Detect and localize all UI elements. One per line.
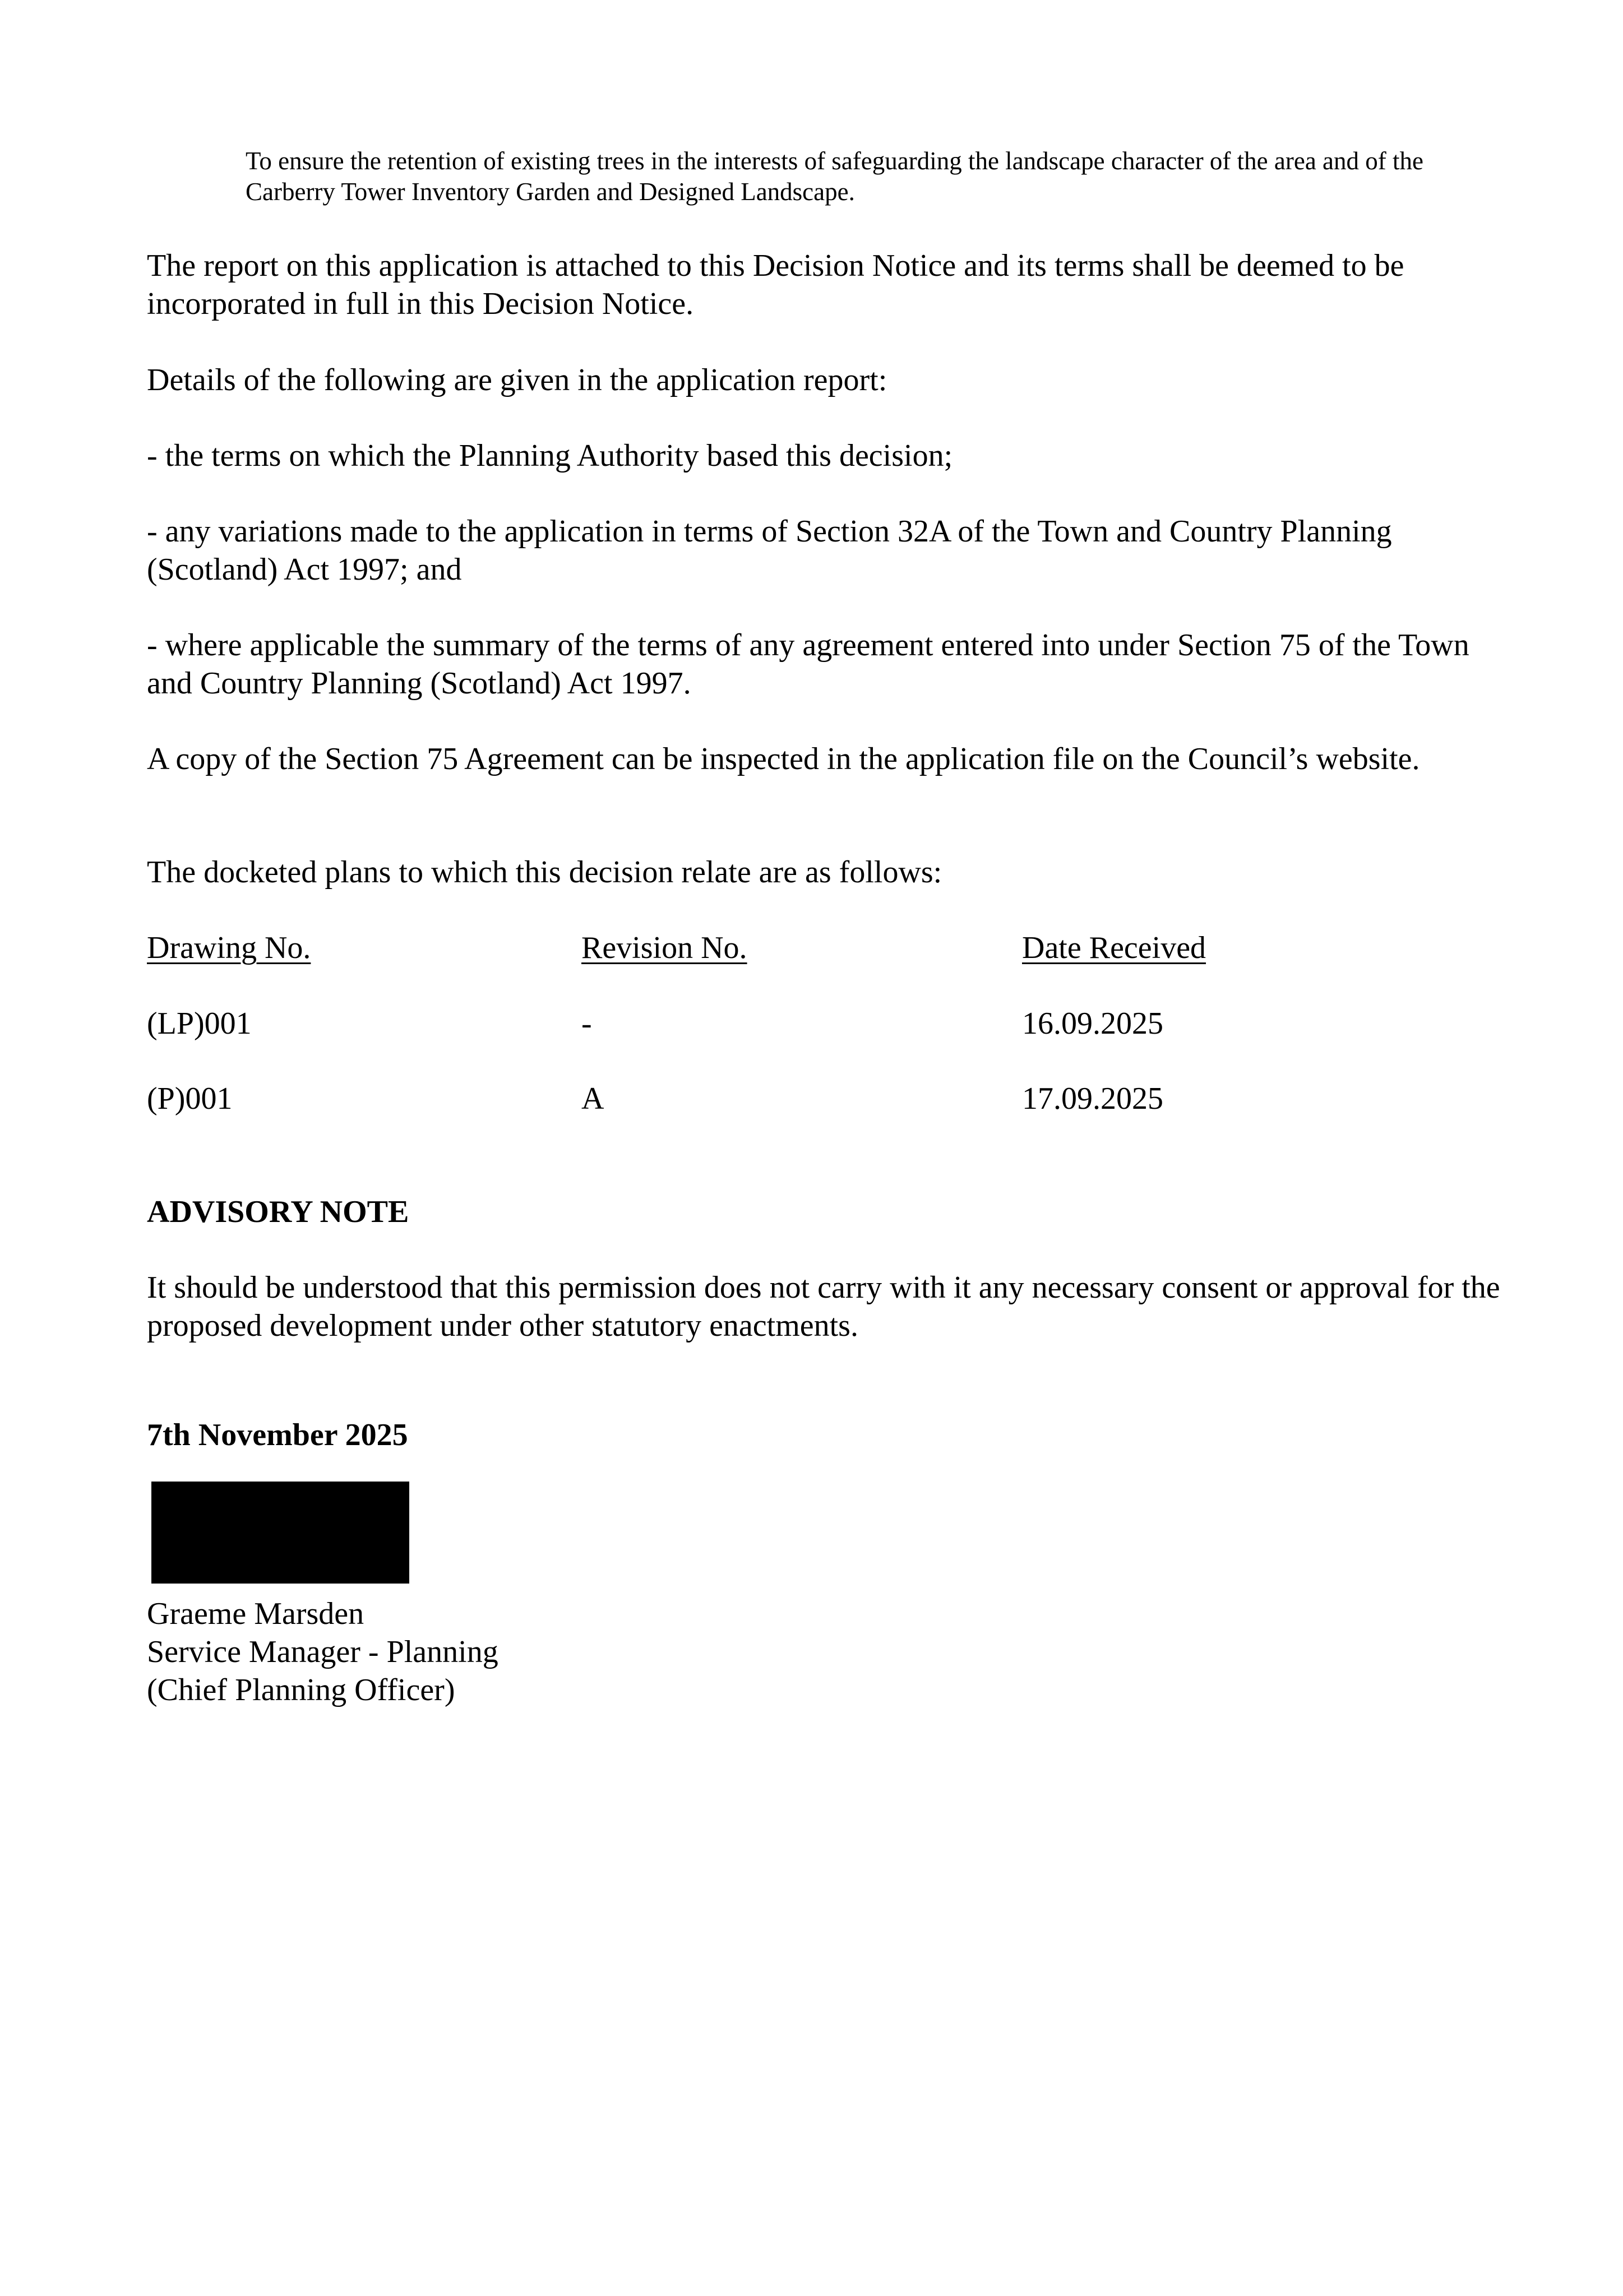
- condition-reason: To ensure the retention of existing trees in the interests of safeguarding the landscape character of the area and of the Carberry Tower Inventory Garden and Designed Landscape.: [246, 147, 1423, 206]
- signatory-title: (Chief Planning Officer): [147, 1673, 455, 1707]
- agreement-list-item: - where applicable the summary of the terms of any agreement entered into under Section 75 of the Town and Country Planning (Scotland) Act 1997.: [147, 628, 1469, 701]
- signatory-name: Graeme Marsden: [147, 1596, 364, 1631]
- redacted-signature: [151, 1482, 409, 1584]
- decision-date: 7th November 2025: [147, 1418, 408, 1452]
- table-header-revision-no: Revision No.: [581, 931, 747, 965]
- signatory-role: Service Manager - Planning: [147, 1635, 498, 1669]
- report-attached-paragraph: The report on this application is attached to this Decision Notice and its terms shall be deemed to be incorporated in full in this Decision Notice.: [147, 248, 1404, 321]
- details-intro-paragraph: Details of the following are given in the application report:: [147, 363, 887, 397]
- advisory-note-heading: ADVISORY NOTE: [147, 1195, 409, 1229]
- table-cell-date-received: 16.09.2025: [1022, 1006, 1163, 1041]
- terms-list-item: - the terms on which the Planning Authority based this decision;: [147, 438, 953, 473]
- table-cell-revision-no: A: [581, 1081, 604, 1116]
- section75-copy-paragraph: A copy of the Section 75 Agreement can be inspected in the application file on the Council’s website.: [147, 742, 1420, 776]
- table-cell-date-received: 17.09.2025: [1022, 1081, 1163, 1116]
- table-header-date-received: Date Received: [1022, 931, 1206, 965]
- variations-list-item: - any variations made to the application in terms of Section 32A of the Town and Country Planning (Scotland) Act 1997; and: [147, 514, 1392, 587]
- table-cell-drawing-no: (P)001: [147, 1081, 233, 1116]
- docketed-plans-intro: The docketed plans to which this decision relate are as follows:: [147, 855, 942, 890]
- table-cell-revision-no: -: [581, 1006, 592, 1041]
- advisory-note-text: It should be understood that this permission does not carry with it any necessary consent or approval for the proposed development under other statutory enactments.: [147, 1270, 1500, 1343]
- table-header-drawing-no: Drawing No.: [147, 931, 311, 965]
- table-cell-drawing-no: (LP)001: [147, 1006, 252, 1041]
